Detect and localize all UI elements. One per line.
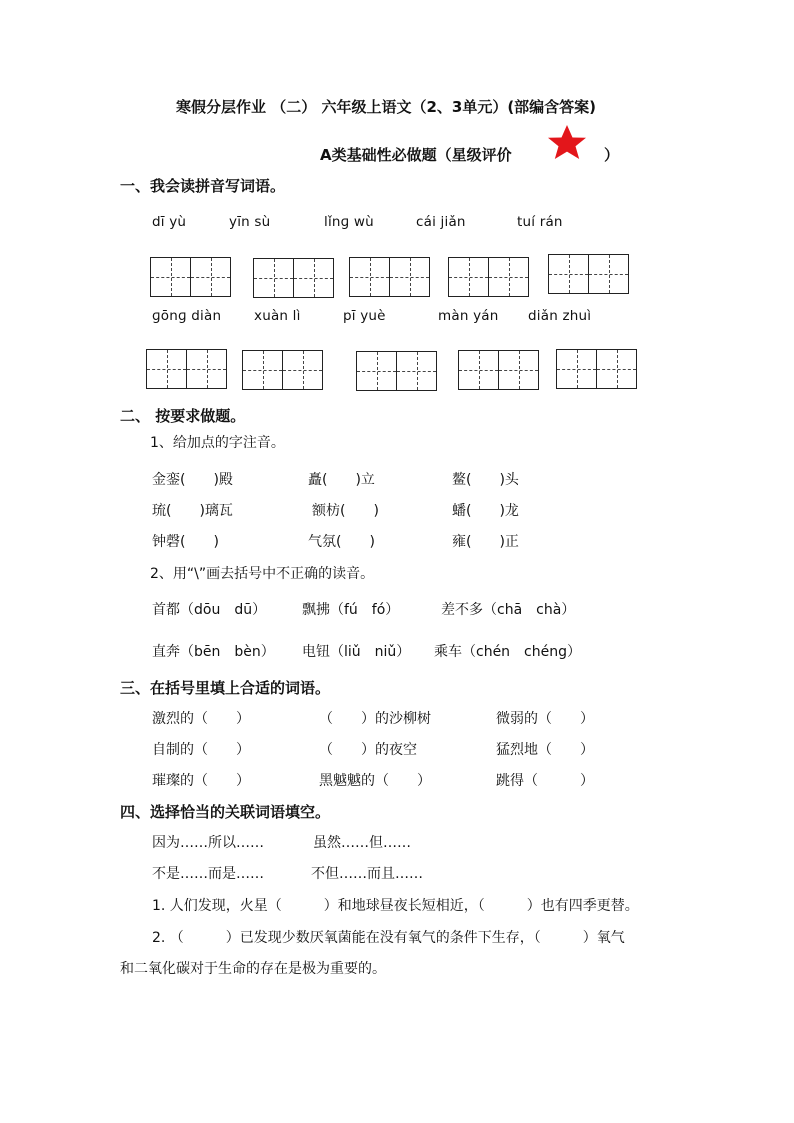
subtitle-suffix: ） bbox=[604, 146, 620, 164]
annotate-item: 金銮( )殿 bbox=[152, 472, 233, 488]
question-4-2-line2: 和二氧化碳对于生命的存在是极为重要的。 bbox=[120, 961, 386, 977]
pronunciation-item: 飘拂（fú fó） bbox=[302, 602, 400, 618]
fill-item: 微弱的（ ） bbox=[496, 711, 594, 727]
annotate-item: 雍( )正 bbox=[452, 534, 519, 550]
writing-grid[interactable] bbox=[458, 350, 539, 390]
pronunciation-item: 电钮（liǔ niǔ） bbox=[302, 644, 411, 660]
pinyin-1: dī yù bbox=[152, 214, 187, 230]
pronunciation-item: 乘车（chén chéng） bbox=[434, 644, 581, 660]
question-2-2: 2、用“\”画去括号中不正确的读音。 bbox=[150, 566, 375, 582]
pronunciation-item: 首都（dōu dū） bbox=[152, 602, 267, 618]
document-title: 寒假分层作业 （二） 六年级上语文（2、3单元）(部编含答案) bbox=[176, 98, 597, 116]
writing-grid[interactable] bbox=[253, 258, 334, 298]
pinyin-5: tuí rán bbox=[517, 214, 563, 230]
fill-item: （ ）的沙柳树 bbox=[319, 711, 431, 727]
annotate-item: 琉( )璃瓦 bbox=[152, 503, 233, 519]
fill-item: 猛烈地（ ） bbox=[496, 742, 594, 758]
fill-item: 璀璨的（ ） bbox=[152, 773, 250, 789]
writing-grid[interactable] bbox=[146, 349, 227, 389]
pinyin-3: lǐnɡ wù bbox=[324, 214, 374, 230]
writing-grid[interactable] bbox=[150, 257, 231, 297]
annotate-item: 鳌( )头 bbox=[452, 472, 519, 488]
writing-grid[interactable] bbox=[349, 257, 430, 297]
annotate-item: 矗( )立 bbox=[308, 472, 375, 488]
annotate-item: 蟠( )龙 bbox=[452, 503, 519, 519]
section1-heading: 一、我会读拼音写词语。 bbox=[120, 177, 286, 195]
writing-grid[interactable] bbox=[548, 254, 629, 294]
star-rating-icon bbox=[545, 124, 589, 160]
question-2-1: 1、给加点的字注音。 bbox=[150, 435, 285, 451]
pinyin-4: cái jiǎn bbox=[416, 214, 466, 230]
pinyin-9: màn yán bbox=[438, 308, 499, 324]
writing-grid[interactable] bbox=[448, 257, 529, 297]
pinyin-10: diǎn zhuì bbox=[528, 308, 592, 324]
annotate-item: 钟磬( ) bbox=[152, 534, 219, 550]
annotate-item: 气氛( ) bbox=[308, 534, 375, 550]
section2-heading: 二、 按要求做题。 bbox=[120, 407, 246, 425]
subtitle-prefix: A类基础性必做题（星级评价 bbox=[320, 146, 512, 164]
pronunciation-item: 差不多（chā chà） bbox=[441, 602, 576, 618]
conjunction-option: 不但……而且…… bbox=[311, 866, 423, 882]
pinyin-6: ɡōnɡ diàn bbox=[152, 308, 222, 324]
fill-item: 黑魆魆的（ ） bbox=[319, 773, 431, 789]
conjunction-option: 虽然……但…… bbox=[313, 835, 411, 851]
writing-grid[interactable] bbox=[356, 351, 437, 391]
conjunction-option: 因为……所以…… bbox=[152, 835, 264, 851]
fill-item: 激烈的（ ） bbox=[152, 711, 250, 727]
fill-item: 自制的（ ） bbox=[152, 742, 250, 758]
conjunction-option: 不是……而是…… bbox=[152, 866, 264, 882]
pronunciation-item: 直奔（bēn bèn） bbox=[152, 644, 275, 660]
writing-grid[interactable] bbox=[242, 350, 323, 390]
fill-item: （ ）的夜空 bbox=[319, 742, 417, 758]
writing-grid[interactable] bbox=[556, 349, 637, 389]
pinyin-2: yīn sù bbox=[229, 214, 271, 230]
question-4-2-line1: 2. （ ）已发现少数厌氧菌能在没有氧气的条件下生存，（ ）氧气 bbox=[152, 930, 625, 946]
question-4-1: 1. 人们发现，火星（ ）和地球昼夜长短相近，（ ）也有四季更替。 bbox=[152, 898, 639, 914]
pinyin-8: pī yuè bbox=[343, 308, 386, 324]
fill-item: 跳得（ ） bbox=[496, 773, 594, 789]
section3-heading: 三、在括号里填上合适的词语。 bbox=[120, 679, 331, 697]
annotate-item: 额枋( ) bbox=[312, 503, 379, 519]
section4-heading: 四、选择恰当的关联词语填空。 bbox=[120, 803, 331, 821]
pinyin-7: xuàn lì bbox=[254, 308, 301, 324]
